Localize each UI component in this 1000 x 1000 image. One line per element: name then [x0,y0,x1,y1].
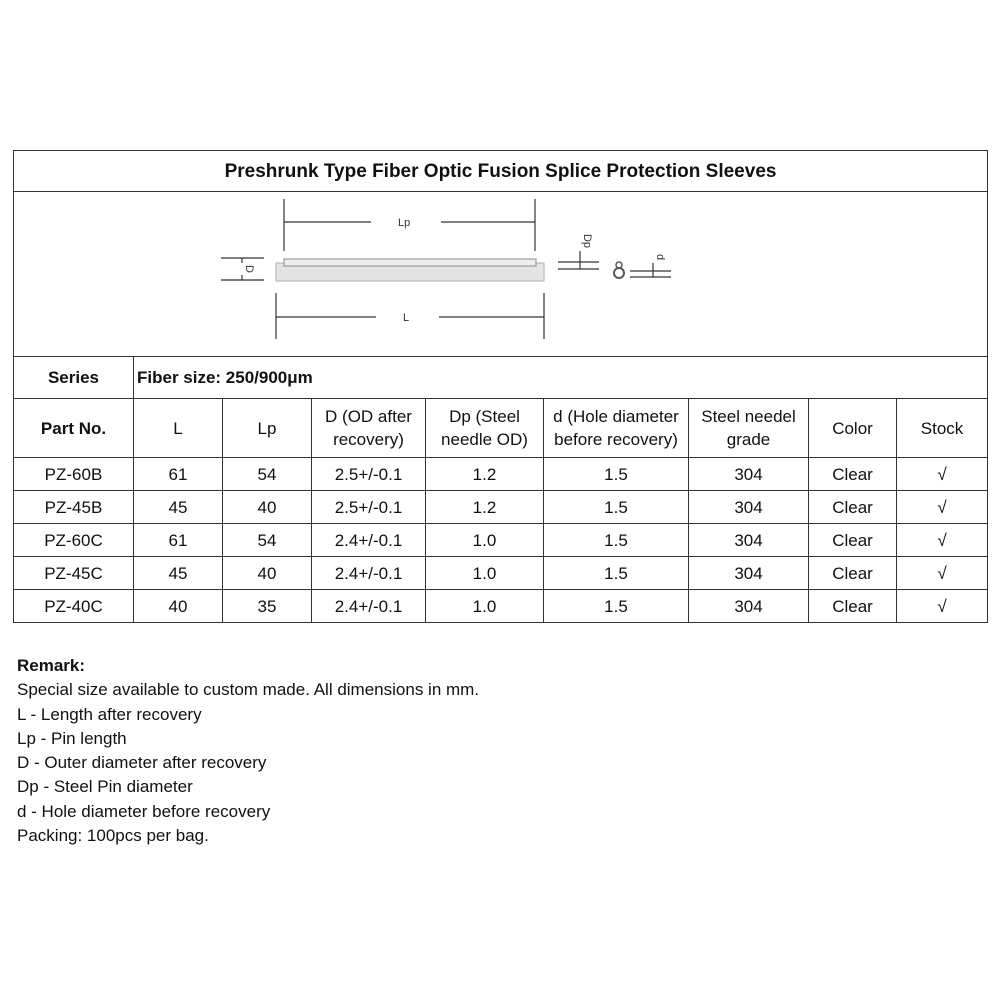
table-cell: 2.4+/-0.1 [312,590,426,623]
table-cell: 2.4+/-0.1 [312,524,426,557]
table-cell: 1.0 [426,590,544,623]
header-cell: Color [809,399,897,458]
header-cell: Lp [223,399,312,458]
remark-section [17,654,479,848]
table-cell: PZ-60C [14,524,134,557]
table-cell: 40 [223,557,312,590]
table-row [14,458,988,491]
d-outer-label: D [243,265,255,273]
table-cell: √ [897,524,988,557]
remark-line: Lp - Pin length [17,728,127,748]
header-cell: Part No. [14,399,134,458]
table-cell: 40 [223,491,312,524]
fiber-size: Fiber size: 250/900μm [134,357,988,399]
table-cell: Clear [809,491,897,524]
table-cell: PZ-45C [14,557,134,590]
remark-line: L - Length after recovery [17,704,202,724]
remark-line: d - Hole diameter before recovery [17,801,271,821]
table-cell: 61 [134,458,223,491]
header-cell: Dp (Steel needle OD) [426,399,544,458]
table-cell: 1.5 [544,557,689,590]
table-cell: 1.5 [544,590,689,623]
table-cell: 1.2 [426,491,544,524]
table-row [14,590,988,623]
table-row [14,524,988,557]
steel-pin [284,259,536,266]
remark-line: Packing: 100pcs per bag. [17,826,209,846]
table-cell: 54 [223,458,312,491]
table-cell: 304 [689,458,809,491]
table-cell: Clear [809,524,897,557]
table-cell: 2.5+/-0.1 [312,458,426,491]
table-cell: 304 [689,557,809,590]
hole-ring [614,268,624,278]
series-label: Series [14,357,134,399]
table-cell: 40 [134,590,223,623]
lp-label: Lp [398,217,411,229]
table-cell: 304 [689,590,809,623]
table-cell: 1.5 [544,491,689,524]
table-cell: 35 [223,590,312,623]
table-cell: 1.5 [544,458,689,491]
table-cell: 61 [134,524,223,557]
d-hole-label: d [654,253,666,261]
header-cell: Steel needel grade [689,399,809,458]
table-cell: 2.5+/-0.1 [312,491,426,524]
remark-line: D - Outer diameter after recovery [17,753,267,773]
table-cell: Clear [809,557,897,590]
dimension-diagram [14,192,988,357]
table-cell: √ [897,458,988,491]
table-cell: Clear [809,458,897,491]
table-cell: Clear [809,590,897,623]
table-cell: PZ-60B [14,458,134,491]
table-cell: √ [897,491,988,524]
header-row [14,399,988,458]
table-cell: PZ-40C [14,590,134,623]
table-cell: 1.0 [426,524,544,557]
spec-table [13,150,988,623]
remark-line: Special size available to custom made. All dimensions in mm. [17,680,480,700]
table-cell: 54 [223,524,312,557]
table-cell: √ [897,590,988,623]
remark-line: Dp - Steel Pin diameter [17,777,193,797]
table-row [14,557,988,590]
table-cell: 304 [689,491,809,524]
table-cell: 45 [134,491,223,524]
sleeve-diagram [14,192,988,356]
table-cell: 1.5 [544,524,689,557]
remark-title: Remark: [17,656,86,675]
l-label: L [403,312,410,324]
header-cell: d (Hole diameter before recovery) [544,399,689,458]
table-cell: 304 [689,524,809,557]
table-cell: √ [897,557,988,590]
header-cell: D (OD after recovery) [312,399,426,458]
header-cell: Stock [897,399,988,458]
table-cell: 1.2 [426,458,544,491]
table-title: Preshrunk Type Fiber Optic Fusion Splice Protection Sleeves [14,151,988,192]
dp-label: Dp [581,233,593,249]
table-cell: 1.0 [426,557,544,590]
table-cell: PZ-45B [14,491,134,524]
table-cell: 45 [134,557,223,590]
header-cell: L [134,399,223,458]
table-row [14,491,988,524]
table-cell: 2.4+/-0.1 [312,557,426,590]
